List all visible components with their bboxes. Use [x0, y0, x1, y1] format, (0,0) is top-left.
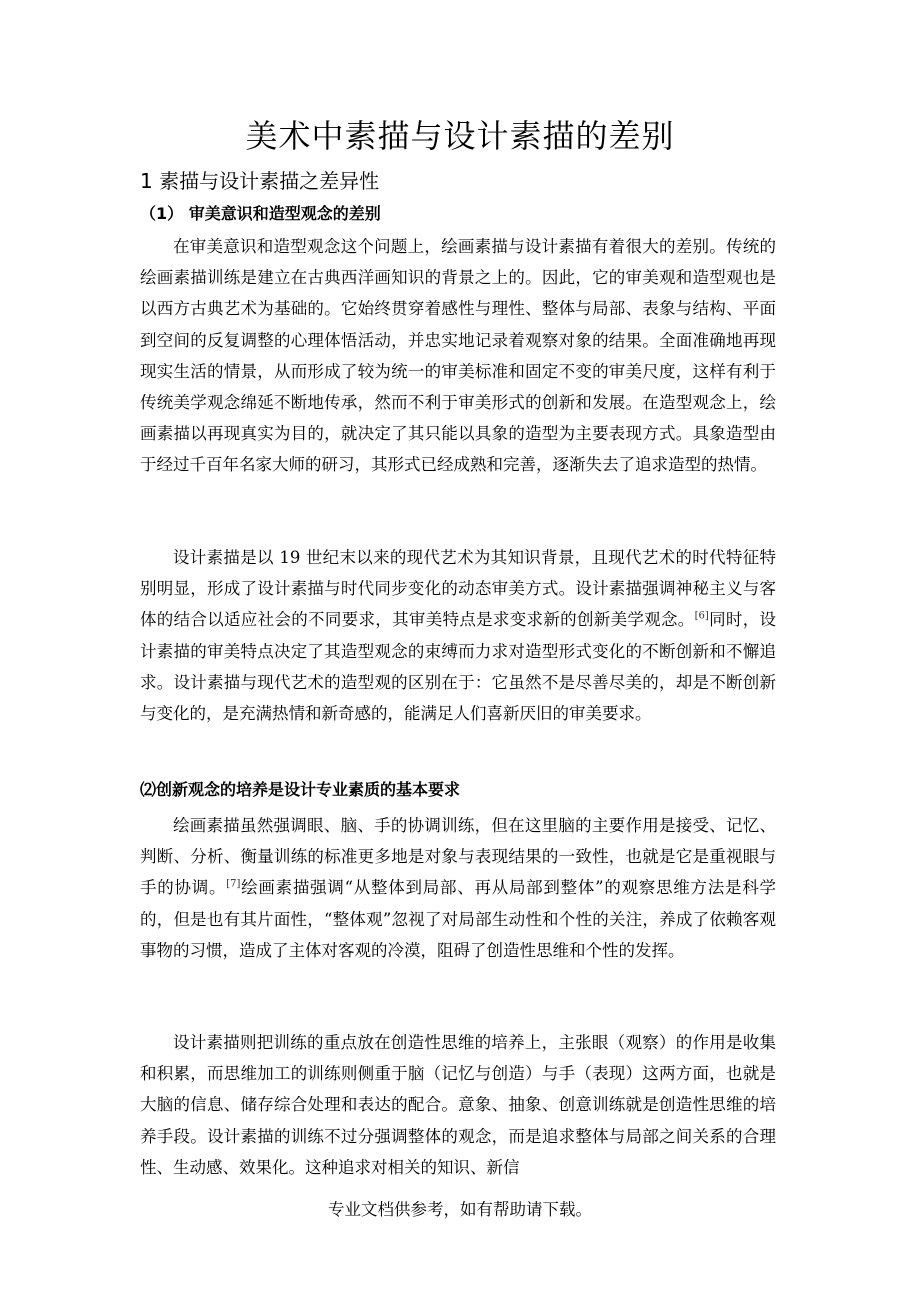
paragraph	[140, 810, 776, 966]
paragraph: 设计素描则把训练的重点放在创造性思维的培养上，主张眼（观察）的作用是收集和积累，而思维加工的训练则侧重于脑（记忆与创造）与手（表现）这两方面，也就是大脑的信息、储存综合处理和表达的配合。意象、抽象、创意训练就是创造性思维的培养手段。设计素描的训练不过分强调整体的观念，而是追求整体与局部之间关系的合理性、生动感、效果化。这种追求对相关的知识、新信	[140, 1033, 776, 1177]
subsection-heading-2: ⑵创新观念的培养是设计专业素质的基本要求	[140, 780, 461, 799]
citation-marker: [7]	[226, 878, 241, 890]
page-footer: 专业文档供参考，如有帮助请下载。	[328, 1200, 592, 1219]
paragraph-text: 绘画素描虽然强调眼、脑、手的协调训练，但在这里脑的主要作用是接受、记忆、判断、分析、衡量训练的标准更多地是对象与表现结果的一致性，也就是它是重视眼与手的协调。	[140, 816, 776, 898]
paragraph-text: 同时，设计素描的审美特点决定了其造型观念的束缚而力求对造型形式变化的不断创新和不懈追求。设计素描与现代艺术的造型观的区别在于：它虽然不是尽善尽美的，却是不断创新与变化的，是充满热情和新奇感的，能满足人们喜新厌旧的审美要求。	[140, 610, 777, 724]
subsection-heading-1: （1） 审美意识和造型观念的差别	[140, 204, 381, 223]
paragraph: 在审美意识和造型观念这个问题上，绘画素描与设计素描有着很大的差别。传统的绘画素描训练是建立在古典西洋画知识的背景之上的。因此，它的审美观和造型观也是以西方古典艺术为基础的。它始终贯穿着感性与理性、整体与局部、表象与结构、平面到空间的反复调整的心理体悟活动，并忠实地记录着观察对象的结果。全面准确地再现现实生活的情景，从而形成了较为统一的审美标准和固定不变的审美尺度，这样有利于传统美学观念绵延不断地传承，然而不利于审美形式的创新和发展。在造型观念上，绘画素描以再现真实为目的，就决定了其只能以具象的造型为主要表现方式。具象造型由于经过千百年名家大师的研习，其形式已经成熟和完善，逐渐失去了追求造型的热情。	[140, 237, 776, 475]
paragraph-text: 绘画素描强调“从整体到局部、再从局部到整体”的观察思维方法是科学的，但是也有其片面性，“整体观”忽视了对局部生动性和个性的关注，养成了依赖客观事物的习惯，造成了主体对客观的冷漠，阻碍了创造性思维和个性的发挥。	[140, 878, 777, 960]
section-heading: 1 素描与设计素描之差异性	[140, 169, 380, 193]
citation-marker: [6]	[694, 610, 709, 622]
paragraph	[140, 542, 776, 729]
paragraph-text: 设计素描是以 19 世纪末以来的现代艺术为其知识背景，且现代艺术的时代特征特别明显，形成了设计素描与时代同步变化的动态审美方式。设计素描强调神秘主义与客体的结合以适应社会的不同要求，其审美特点是求变求新的创新美学观念。	[140, 548, 776, 630]
document-title: 美术中素描与设计素描的差别	[245, 117, 675, 155]
